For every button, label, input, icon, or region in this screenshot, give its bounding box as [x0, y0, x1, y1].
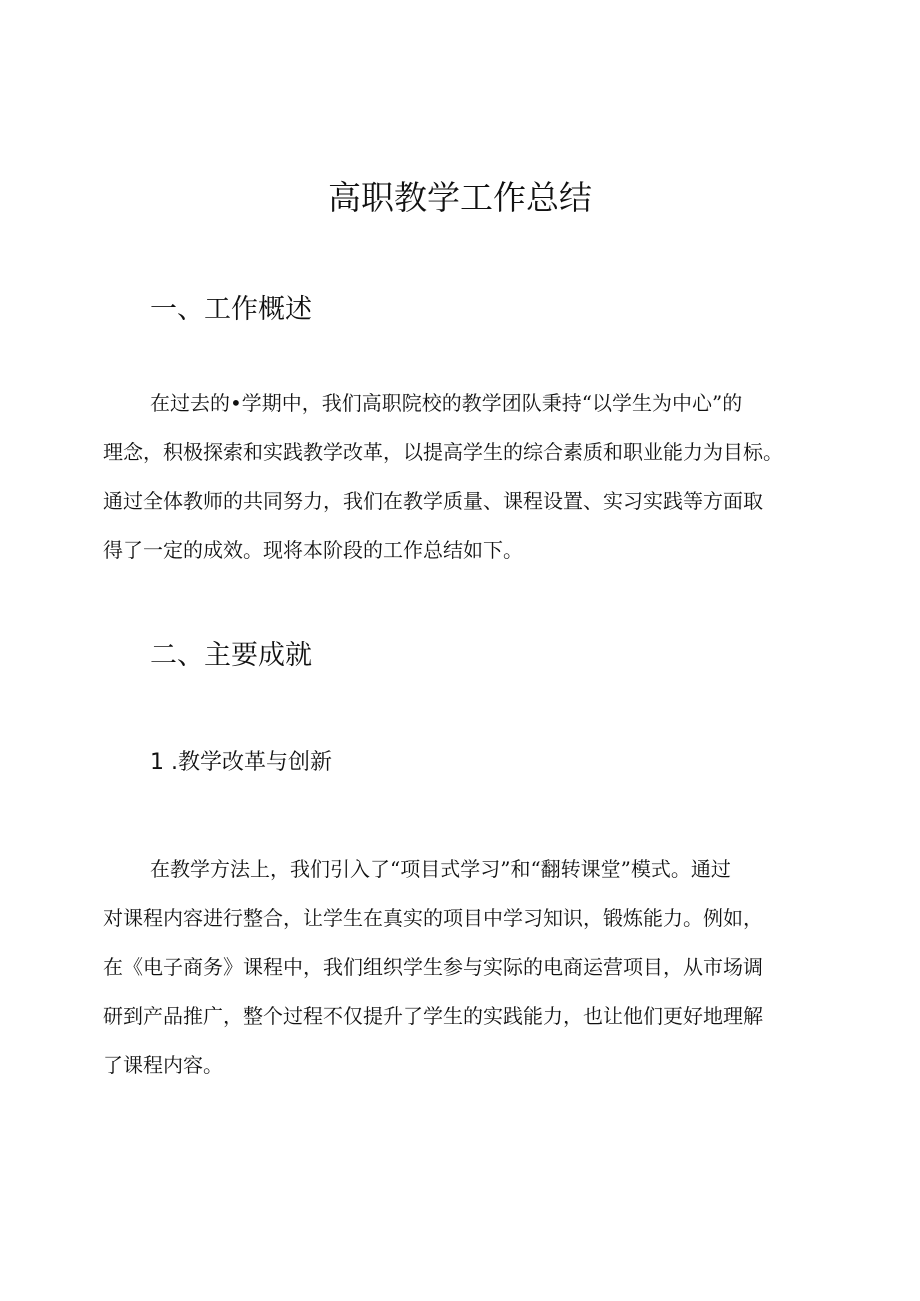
- paragraph-line: 了课程内容。: [103, 1053, 223, 1077]
- paragraph-line: 通过全体教师的共同努力，我们在教学质量、课程设置、实习实践等方面取: [103, 489, 763, 513]
- paragraph-line: 对课程内容进行整合，让学生在真实的项目中学习知识，锻炼能力。例如，: [103, 906, 763, 930]
- section-heading-achievements: 二、主要成就: [150, 640, 312, 671]
- teaching-reform-paragraph: [103, 845, 835, 1090]
- overview-paragraph: [103, 379, 835, 575]
- paragraph-line: 研到产品推广，整个过程不仅提升了学生的实践能力，也让他们更好地理解: [103, 1004, 763, 1028]
- paragraph-line: 在《电子商务》课程中，我们组织学生参与实际的电商运营项目，从市场调: [103, 955, 763, 979]
- document-title: 高职教学工作总结: [328, 178, 592, 217]
- paragraph-line: 理念，积极探索和实践教学改革，以提高学生的综合素质和职业能力为目标。: [103, 440, 783, 464]
- section-heading-overview: 一、工作概述: [150, 294, 312, 325]
- subsection-heading-teaching-reform: 1 .教学改革与创新: [150, 750, 332, 775]
- paragraph-line: 在过去的•学期中，我们高职院校的教学团队秉持“以学生为中心”的: [150, 391, 743, 415]
- paragraph-line: 在教学方法上，我们引入了“项目式学习”和“翻转课堂”模式。通过: [150, 857, 731, 881]
- paragraph-line: 得了一定的成效。现将本阶段的工作总结如下。: [103, 538, 523, 562]
